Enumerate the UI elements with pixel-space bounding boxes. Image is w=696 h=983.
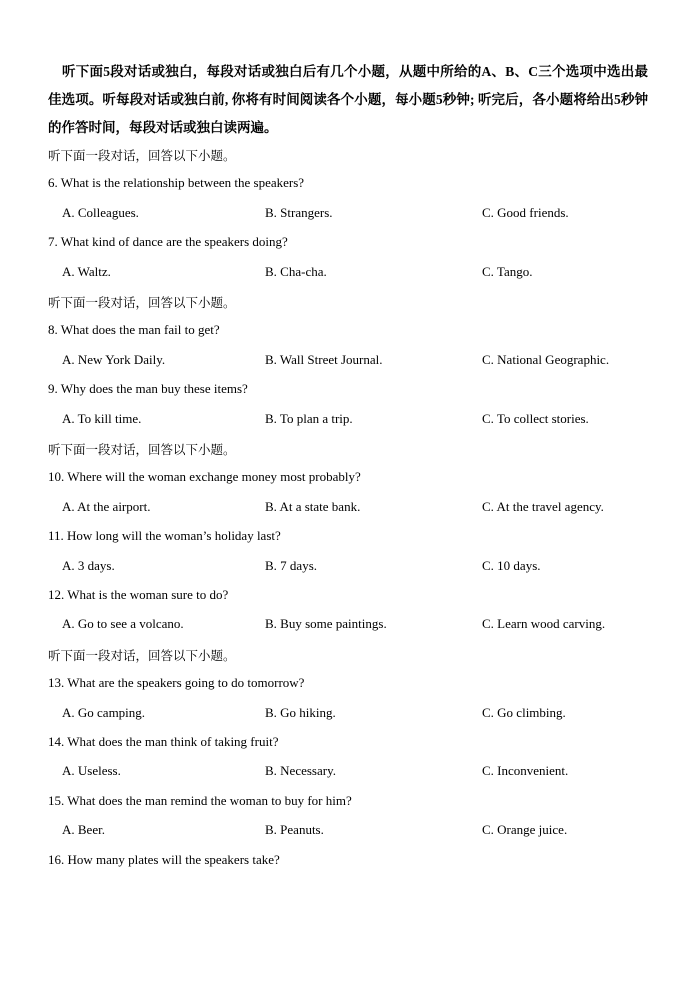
option-group <box>48 558 696 578</box>
option-a: A. 3 days. <box>62 557 115 573</box>
option-b: B. At a state bank. <box>265 498 361 514</box>
option-group <box>48 822 696 842</box>
option-group <box>48 616 696 636</box>
section-prompt: 听下面一段对话，回答以下小题。 <box>48 442 236 457</box>
option-c: C. Good friends. <box>482 204 569 220</box>
option-c: C. At the travel agency. <box>482 498 604 514</box>
question-stem: 15. What does the man remind the woman to buy for him? <box>48 792 352 808</box>
question-stem: 11. How long will the woman’s holiday last? <box>48 528 281 544</box>
option-c: C. Inconvenient. <box>482 763 569 779</box>
option-group <box>48 264 696 284</box>
option-a: A. At the airport. <box>62 498 151 514</box>
question-stem: 16. How many plates will the speakers take? <box>48 851 280 867</box>
option-c: C. Tango. <box>482 263 533 279</box>
section-prompt: 听下面一段对话，回答以下小题。 <box>48 148 236 163</box>
option-c: C. To collect stories. <box>482 410 589 426</box>
option-c: C. Go climbing. <box>482 704 566 720</box>
question-stem: 13. What are the speakers going to do tomorrow? <box>48 675 305 691</box>
option-a: A. Waltz. <box>62 263 111 279</box>
listening-instructions: 听下面5段对话或独白，每段对话或独白后有几个小题，从题中所给的A、B、C三个选项中选出最佳选项。听每段对话或独白前, 你将有时间阅读各个小题，每小题5秒钟; 听完后，各小题将给出5秒钟的作答时间，每段对话或独白读两遍。 <box>48 64 648 135</box>
option-group <box>48 352 696 372</box>
option-a: A. Useless. <box>62 763 121 779</box>
option-c: C. 10 days. <box>482 557 541 573</box>
option-b: B. Peanuts. <box>265 822 324 838</box>
question-stem: 9. Why does the man buy these items? <box>48 381 248 397</box>
question-stem: 7. What kind of dance are the speakers doing? <box>48 234 288 250</box>
option-b: B. 7 days. <box>265 557 317 573</box>
option-b: B. Cha-cha. <box>265 263 327 279</box>
option-c: C. Learn wood carving. <box>482 616 606 632</box>
question-stem: 8. What does the man fail to get? <box>48 322 220 338</box>
option-group <box>48 705 696 725</box>
option-b: B. To plan a trip. <box>265 410 353 426</box>
option-c: C. National Geographic. <box>482 351 610 367</box>
option-b: B. Necessary. <box>265 763 336 779</box>
option-a: A. To kill time. <box>62 410 142 426</box>
option-a: A. Colleagues. <box>62 204 139 220</box>
option-b: B. Strangers. <box>265 204 333 220</box>
option-group <box>48 205 696 225</box>
option-b: B. Wall Street Journal. <box>265 351 383 367</box>
question-stem: 14. What does the man think of taking fruit? <box>48 734 279 749</box>
option-a: A. New York Daily. <box>62 351 166 367</box>
option-b: B. Go hiking. <box>265 704 336 720</box>
option-a: A. Beer. <box>62 822 105 838</box>
option-group <box>48 499 696 519</box>
question-stem: 10. Where will the woman exchange money most probably? <box>48 469 361 485</box>
option-a: A. Go to see a volcano. <box>62 616 184 632</box>
option-b: B. Buy some paintings. <box>265 616 387 632</box>
question-stem: 12. What is the woman sure to do? <box>48 587 229 602</box>
section-prompt: 听下面一段对话，回答以下小题。 <box>48 647 236 663</box>
question-stem: 6. What is the relationship between the speakers? <box>48 175 305 191</box>
option-group <box>48 411 696 431</box>
option-c: C. Orange juice. <box>482 822 568 838</box>
option-group <box>48 763 696 783</box>
option-a: A. Go camping. <box>62 704 146 720</box>
section-prompt: 听下面一段对话，回答以下小题。 <box>48 295 236 310</box>
